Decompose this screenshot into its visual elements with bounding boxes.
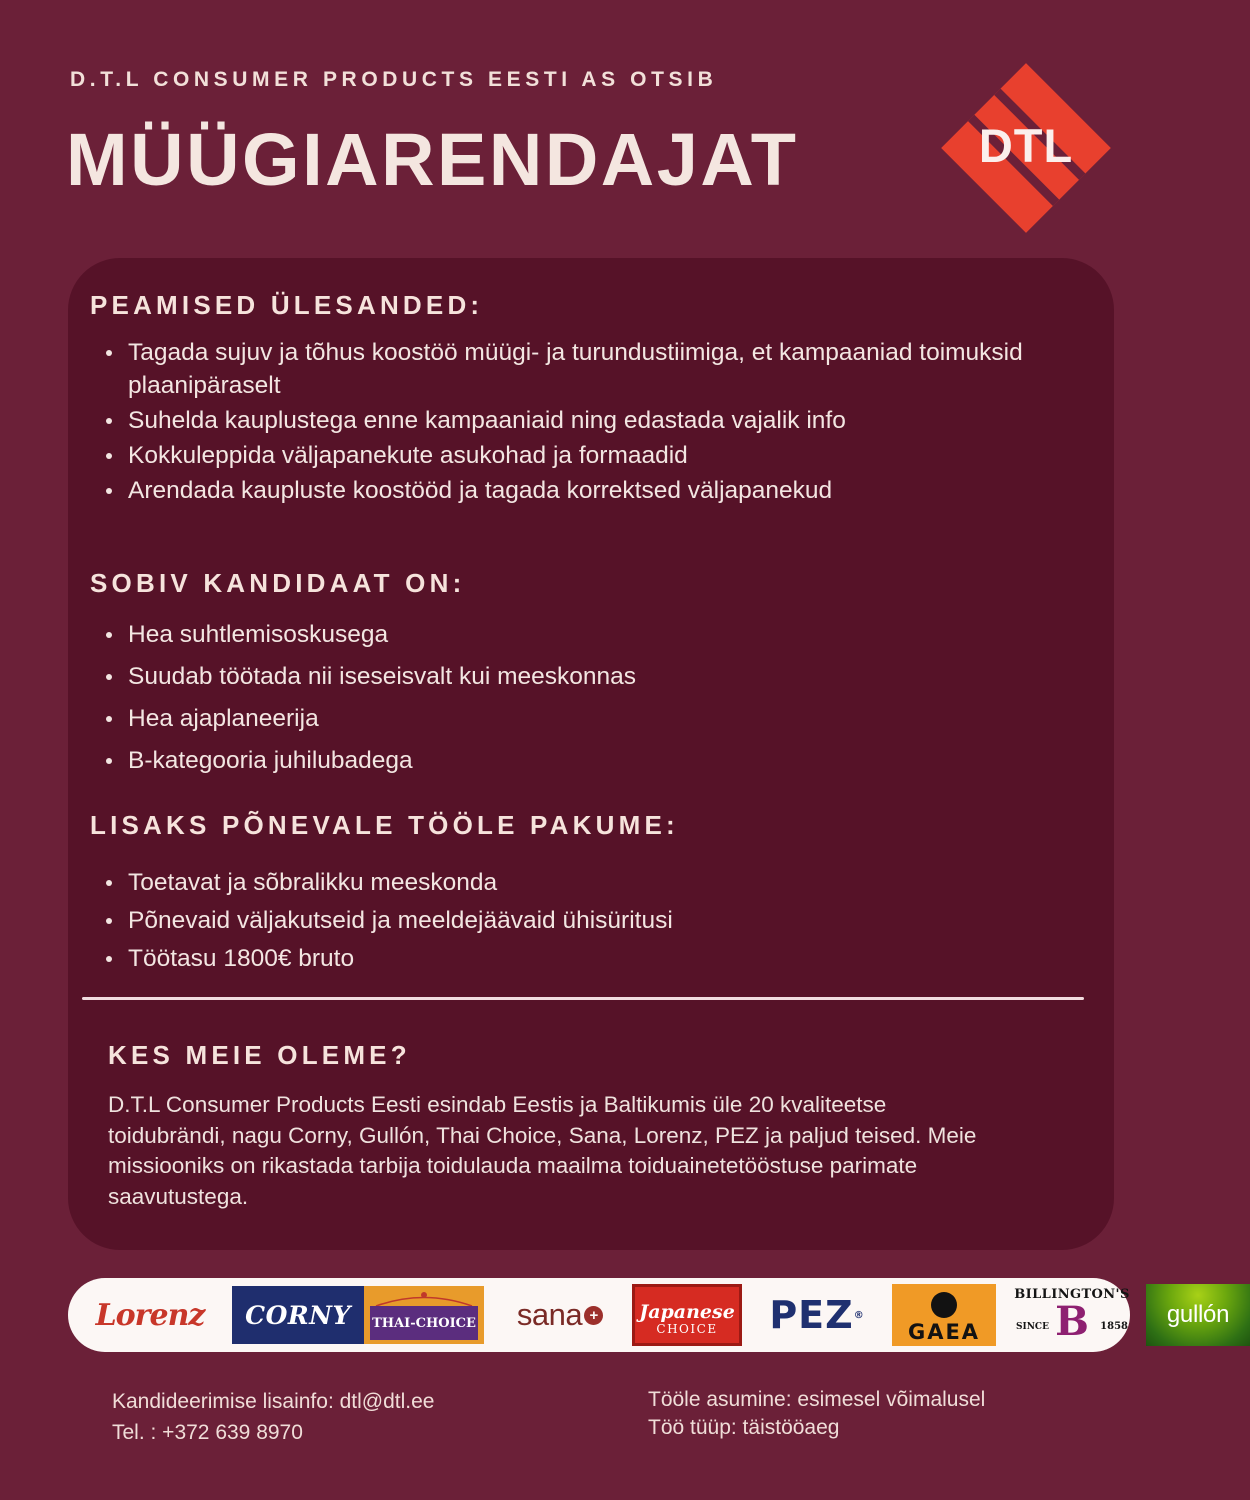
brand-label-pez: PEZ xyxy=(769,1293,854,1337)
list-item: Tagada sujuv ja tõhus koostöö müügi- ja turundustiimiga, et kampaaniad toimuksid plaanipäraselt xyxy=(90,336,1090,402)
brand-logo-thai-choice xyxy=(364,1286,484,1344)
brand-logo-corny xyxy=(232,1286,364,1344)
brand-logo-gaea xyxy=(892,1284,996,1346)
sana-plus-icon: + xyxy=(584,1306,603,1325)
footer-type-line: Töö tüüp: täistööaeg xyxy=(648,1416,840,1439)
svg-text:DTL: DTL xyxy=(978,119,1074,172)
list-item: B-kategooria juhilubadega xyxy=(90,744,1090,777)
section-title-perks: LISAKS PÕNEVALE TÖÖLE PAKUME: xyxy=(90,810,679,840)
gaea-head-icon xyxy=(931,1292,957,1318)
footer-job-details-block xyxy=(648,1386,985,1442)
thai-line-2: CHOICE xyxy=(415,1315,476,1331)
brand-label-thai-choice xyxy=(370,1306,478,1340)
japanese-label-top: Japanese xyxy=(639,1301,735,1323)
section-title-tasks: PEAMISED ÜLESANDED: xyxy=(90,290,484,320)
brand-label-lorenz: Lorenz xyxy=(95,1297,205,1333)
list-item: Töötasu 1800€ bruto xyxy=(90,942,1090,975)
brand-logo-sana xyxy=(508,1290,612,1340)
list-item: Suhelda kauplustega enne kampaaniaid ning edastada vajalik info xyxy=(90,404,1090,437)
about-body-text: D.T.L Consumer Products Eesti esindab Eestis ja Baltikumis üle 20 kvaliteetse toidubrändi, nagu Corny, Gullón, Thai Choice, Sana, Lorenz, PEZ ja paljud teised. Meie missiooniks on rikastada tarbija toidulauda maailma toiduainetetööstuse parimate saavutustega. xyxy=(108,1092,977,1209)
footer-email-line: Kandideerimise lisainfo: dtl@dtl.ee xyxy=(112,1390,435,1413)
billingtons-b-monogram: B xyxy=(1055,1298,1089,1345)
dtl-logo-diamond-icon xyxy=(940,62,1112,234)
content-card xyxy=(68,258,1114,1250)
footer-phone-line: Tel. : +372 639 8970 xyxy=(112,1421,303,1444)
brand-logo-gullon xyxy=(1146,1284,1250,1346)
dtl-logo xyxy=(940,62,1112,234)
brand-label-gaea: GAEA xyxy=(907,1319,981,1344)
poster-header xyxy=(0,0,1200,258)
footer-contact-block xyxy=(112,1386,435,1448)
pez-registered-icon: ® xyxy=(853,1309,865,1321)
list-item: Hea suhtlemisoskusega xyxy=(90,618,1090,651)
brand-logo-billingtons xyxy=(1014,1285,1130,1345)
list-item: Toetavat ja sõbralikku meeskonda xyxy=(90,866,1090,899)
billingtons-name-label: BILLINGTON'S xyxy=(1014,1287,1130,1302)
brand-logo-lorenz xyxy=(96,1287,204,1343)
job-title-headline: MÜÜGIARENDAJAT xyxy=(66,118,799,201)
billingtons-year-label: 1858 xyxy=(1100,1321,1128,1332)
section-divider xyxy=(82,997,1084,1000)
thai-line-1: THAI- xyxy=(372,1315,416,1331)
list-item: Suudab töötada nii iseseisvalt kui meeskonnas xyxy=(90,660,1090,693)
company-eyebrow: D.T.L CONSUMER PRODUCTS EESTI AS OTSIB xyxy=(70,68,718,91)
brand-logo-japanese-choice xyxy=(632,1284,742,1346)
perks-list xyxy=(90,866,1090,980)
list-item: Arendada kaupluste koostööd ja tagada korrektsed väljapanekud xyxy=(90,474,1090,507)
candidate-list xyxy=(90,618,1090,786)
brand-logo-strip xyxy=(68,1278,1230,1352)
brand-label-sana: sana xyxy=(516,1297,583,1332)
brand-label-gullon: gullón xyxy=(1166,1301,1230,1328)
section-title-about: KES MEIE OLEME? xyxy=(108,1040,411,1070)
billingtons-since-label: SINCE xyxy=(1016,1322,1049,1332)
japanese-label-bottom: CHOICE xyxy=(656,1322,718,1336)
footer-start-line: Tööle asumine: esimesel võimalusel xyxy=(648,1388,986,1411)
tasks-list xyxy=(90,336,1090,509)
brand-label-corny: CORNY xyxy=(245,1300,351,1330)
brand-logo-pez xyxy=(756,1290,878,1340)
section-title-candidate: SOBIV KANDIDAAT ON: xyxy=(90,568,466,598)
list-item: Põnevaid väljakutseid ja meeldejäävaid ühisüritusi xyxy=(90,904,1090,937)
list-item: Hea ajaplaneerija xyxy=(90,702,1090,735)
list-item: Kokkuleppida väljapanekute asukohad ja formaadid xyxy=(90,439,1090,472)
